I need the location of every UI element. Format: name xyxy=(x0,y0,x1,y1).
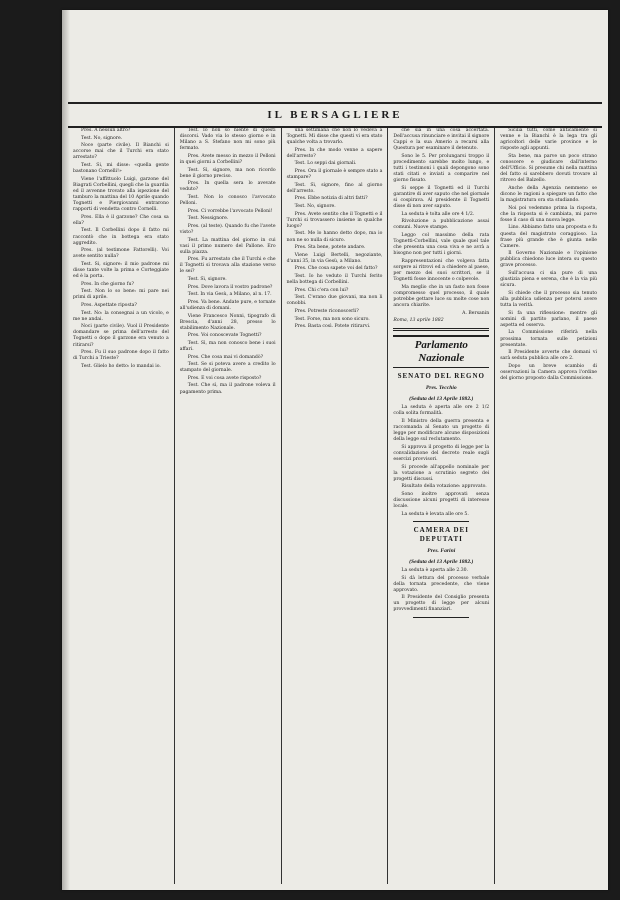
paragraph: Leggo col massimo della rata Tognetti-Corbellini, vale quale quel tale che presenta una cosa viva e ne avrà a bisogno non per tutti i giorni. xyxy=(393,233,490,257)
paragraph: La seduta è levata alle ore 5. xyxy=(401,511,469,517)
paragraph: Test. Io non so niente di questi discorsi. Vado via lo stesso giorno e in Milano a S. Stefano non mi sono più fermato. xyxy=(179,128,276,152)
paragraph: Sono inoltre approvati senza discussione alcuni progetti di interesse locale. xyxy=(393,492,490,510)
paragraph: Noci (parte civile). Vuol il Presidente domandare se prima dell'arresto del Tognetti o dopo il garzone era venuto a ritirarsi? xyxy=(73,324,169,348)
paragraph: Pres. Fu il suo padrone dopo il fatto di Turchi a Trieste? xyxy=(73,350,169,362)
paragraph: Test. La mattina del giorno in cui vasi il primo numero del Pallone. Ero sulla piazza. xyxy=(179,237,276,255)
paragraph: La seduta è tolta alle ore 4 1/2. xyxy=(401,211,475,217)
column-3 xyxy=(282,128,389,884)
chamber-president: Pres. Farini xyxy=(427,547,456,554)
paragraph: Test. Nessignore. xyxy=(187,216,229,222)
paragraph: Test. Me lo hanno detto dopo, ma io non ne so nulla di sicuro. xyxy=(286,231,383,243)
paragraph: Pres. Che cosa mai vi domandò? xyxy=(187,354,264,360)
paragraph: Test. Non lo so bene: mi pare nei primi di aprile. xyxy=(73,289,169,301)
paragraph: Pres. Ora il giornale è sempre stato a stampare? xyxy=(286,169,383,181)
paragraph: Test. Non lo conosco l'avvocato Pelloni. xyxy=(179,194,276,207)
paragraph: Pres. Voi conoscevate Tognetti? xyxy=(187,333,262,339)
paragraph: Viene l'affittuolo Luigi, garzone del Biagrati Corbellini, quegli che la guardia ed il avvenne trovato alla ispezione del tamburo la mattina del 10 Aprile quando Tognetti e Piergiovanni entrarono rapporti di vendetta contro Cornelli. xyxy=(73,176,169,213)
paragraph: Test. Sì, signore. xyxy=(187,277,227,283)
paragraph: Pres. A nessun altro? xyxy=(81,128,131,133)
paragraph: Sono le 5. Per prolungarsi troppo il procedimento sarebbe molto lungo, e tutti i testimoni i quali depongono sono stati citati e inviati a comparire nel giorno fissato. xyxy=(393,153,490,184)
paragraph: Pres. Che cosa sapete voi del fatto? xyxy=(294,266,378,272)
paragraph: Noi poi vedemmo prima la risposta, che la risposta si è cambiata, mi parve fosse il caso di una nuova legge. xyxy=(500,205,597,223)
paragraph: Ma meglio che in un fasto non fosse compromesso quel processo, il quale potrebbe gettare luce su molte cose non ancora chiarite. xyxy=(393,284,490,309)
column-1 xyxy=(68,128,175,884)
article-columns xyxy=(68,128,602,884)
paragraph: Pres. Avete messo in mezzo il Pelloni in quei giorni a Corbellini? xyxy=(179,153,276,165)
senate-session-date: (Seduta del 13 Aprile 1882.) xyxy=(409,396,474,403)
column-5 xyxy=(495,128,602,884)
paragraph: Test. No: la consegnai a un vicolo, e me ne andai. xyxy=(73,310,169,322)
paragraph: Pres. Chi c'era con lui? xyxy=(294,287,349,293)
paragraph: Si seppe il Tognetti ed il Turchi garantire di aver saputo che nel giornale si cospirava. Al presidente il Tognetti disse di non aver saputo. xyxy=(393,185,490,210)
paragraph: Pres. Dove lavora il vostro padrone? xyxy=(187,284,273,290)
paragraph: Test. Forse, ma non sono sicuro. xyxy=(294,316,370,322)
chamber-heading: CAMERA DEI DEPUTATI xyxy=(413,525,469,543)
paragraph: Pres. Ella è il garzone? Che cosa sa ella? xyxy=(73,214,169,226)
paragraph: Pres. Aspettate riposta? xyxy=(81,302,137,308)
paragraph: Si fa una riflessione: mentre gli uomini di partito parlano, il paese aspetta ed osserva. xyxy=(500,310,597,328)
paragraph: Sicilia tutti, come anticamente si venne e la Bianchi è la lega tra gli agricoltori delle varie province e le risposte agli appunti. xyxy=(500,128,597,152)
paragraph: Il Presidente avverte che domani vi sarà seduta pubblica alle ore 2. xyxy=(500,350,597,362)
paragraph: Test. Che sì, ma il padrone voleva il pagamento prima. xyxy=(179,383,276,395)
paragraph: Il Governo Nazionale e l'opinione pubblica chiedono luce intera su questo grave processo. xyxy=(500,251,597,269)
column-4 xyxy=(388,128,495,884)
paragraph: Si procede all'appello nominale per la votazione a scrutinio segreto dei progetti discussi. xyxy=(393,464,490,482)
paragraph: Pres. Basta così. Potete ritirarvi. xyxy=(294,324,371,330)
short-rule xyxy=(413,521,469,522)
newspaper-page xyxy=(62,10,608,890)
paragraph: Test. Sì, signore, ma non ricordo bene il giorno preciso. xyxy=(179,167,276,179)
paragraph: Pres. (al teste). Quando fu che l'avete visto? xyxy=(179,223,276,235)
newspaper-title: IL BERSAGLIERE xyxy=(267,109,403,121)
paragraph: Test. Il Corbellini dopo il fatto mi raccontò che in bottega era stato aggredito. xyxy=(73,228,169,246)
paragraph: Test. No, signore. xyxy=(81,135,123,141)
paragraph: che sia in una cosa accertata. Dell'accusa rinunciare e invitai il signore Cappi e la sua Amerio a recarsi alla Questura per esaminare il detenuto. xyxy=(393,128,490,152)
paragraph: Test. Se si poteva avere a credito lo stampato del giornale. xyxy=(179,362,276,374)
paragraph: Pres. Sta bene, potete andare. xyxy=(294,245,366,251)
paragraph: Il Presidente del Consiglio presenta un progetto di legge per alcuni provvedimenti finanziari. xyxy=(393,595,490,613)
paragraph: Test. C'erano due giovani, ma non li conobbi. xyxy=(286,295,383,307)
senate-president: Pres. Tecchio xyxy=(425,385,457,392)
paragraph: Noce (parte civile). Il Bianchi si accorse mai che il Turchi era stato arrestato? xyxy=(73,143,169,161)
senate-heading: SENATO DEL REGNO xyxy=(397,372,485,381)
paragraph: Test. Sì, ma non conosco bene i suoi affari. xyxy=(179,340,276,352)
paragraph: Test. Si, mi disse: «quella gente bastonano Cornelli!» xyxy=(73,162,169,175)
paragraph: Viene Francesco Nonni, tipografo di Brescia, d'anni 28, presso lo stabilimento Nazionale. xyxy=(179,313,276,331)
chamber-session-date: (Seduta del 13 Aprile 1882.) xyxy=(409,558,474,565)
paragraph: La seduta è aperta alle 2.30. xyxy=(401,567,469,573)
paragraph: Anche della Agenzia nemmeno se dicono le ragioni a spiegare un fatto che la magistratura ora sta studiando. xyxy=(500,185,597,204)
paragraph: Si chiede che il processo sia tenuto alla pubblica udienza per potersi avere tutta la verità. xyxy=(500,290,597,309)
paragraph: Test. Glielo ho detto: lo mandai io. xyxy=(81,363,161,369)
paragraph: Si dà lettura del processo verbale della tornata precedente, che viene approvato. xyxy=(393,575,490,593)
paragraph: Test. Sì, signore, fino al giorno dell'arresto. xyxy=(286,182,383,194)
paragraph: Viene Luigi Bertelli, negoziante, d'anni 35, in via Gesù, a Milano. xyxy=(286,252,383,264)
paragraph: Rappresentazioni che volgeva fatta sorgere ai ritrovi ed a chiedere al paese, per mezzo dei suoi scrittori, se il Tognetti fosse innocente o colpevole. xyxy=(393,258,490,283)
paragraph: Si approva il progetto di legge per la convalidazione del decreto reale sugli esercizi provvisori. xyxy=(393,444,490,463)
paragraph: Pres. Avete sentito che il Tognetti e il Turchi si trovassero insieme in qualche luogo? xyxy=(286,211,383,229)
section-divider xyxy=(393,328,489,331)
paragraph: Pres. In che giorno fu? xyxy=(81,281,134,287)
paragraph: Pres. In che modo venne a sapere dell'arresto? xyxy=(286,147,383,159)
signature: A. Bersanin xyxy=(462,310,490,316)
paragraph: Pres. (al testimone Fattorelli). Voi avete sentito nulla? xyxy=(73,248,169,260)
paragraph: una settimana che non lo vedeva a Tognetti. Mi disse che questi vi era stato qualche volta a trovarlo. xyxy=(286,128,383,146)
paragraph: La Commissione riferirà nella prossima tornata sulle petizioni presentate. xyxy=(500,330,597,348)
paragraph: Pres. Ebbe notizia di altri fatti? xyxy=(294,196,368,202)
short-rule xyxy=(413,617,469,618)
paragraph: Test. Io ho veduto il Turchi ferito nella bottega di Corbellini. xyxy=(286,273,383,286)
paragraph: Rivoluzione a pubblicazione assai comuni. Nuove stampe. xyxy=(393,219,490,231)
paragraph: Sta bene, ma parve un poco strano conoscere e giudicare dall'interno dell'Ufficio. Si presume chi nella mattina del fatto si sarebbero dovuti trovare al ritrovo del Balzello. xyxy=(500,153,597,184)
paragraph: Pres. Fu arrestato che il Turchi e che il Tognetti si trovava alla stazione verso le sei? xyxy=(179,257,276,275)
paragraph: Lino. Abbiamo fatto una proposta e fu questa del magistrato coraggioso. La frase più grande che è giunta nelle Camere. xyxy=(500,225,597,249)
paragraph: Test. Si, signore: il mio padrone mi disse tante volte la prima e Corteggiate ed è la porta. xyxy=(73,261,169,280)
paragraph: Il Ministro della guerra presenta e raccomanda al Senato un progetto di legge per modificare alcune disposizioni della legge sul reclutamento. xyxy=(393,419,490,443)
paragraph: Pres. Ci vorrebbe l'avvocato Pelloni! xyxy=(187,208,273,214)
paragraph: Pres. Va bene. Andate pure, e tornate all'udienza di domani. xyxy=(179,299,276,311)
paragraph: Risultato della votazione: approvato. xyxy=(401,484,487,490)
paragraph: La seduta è aperta alle ore 2 1/2 colla solita formalità. xyxy=(393,405,490,417)
paragraph: Test. No, signore. xyxy=(294,204,336,210)
paragraph: Pres. E voi cosa avete risposto? xyxy=(187,375,262,381)
dateline: Roma, 13 aprile 1882 xyxy=(393,318,444,324)
paragraph: Test. In via Gesù, a Milano, al n. 17. xyxy=(187,292,272,298)
section-heading: Parlamento Nazionale xyxy=(393,335,489,368)
column-2 xyxy=(175,128,282,884)
paragraph: Sull'accusa ci sia pure di una giustizia piena e serena, che è la via più sicura. xyxy=(500,271,597,289)
masthead xyxy=(68,102,602,128)
paragraph: Pres. Potreste riconoscerli? xyxy=(294,308,359,314)
paragraph: Test. Lo seppi dai giornali. xyxy=(294,161,357,167)
paragraph: Pres. In quella sera lo avevate veduto? xyxy=(179,181,276,193)
paragraph: Dopo un breve scambio di osservazioni la Camera approva l'ordine del giorno proposto dalla Commissione. xyxy=(500,363,597,382)
